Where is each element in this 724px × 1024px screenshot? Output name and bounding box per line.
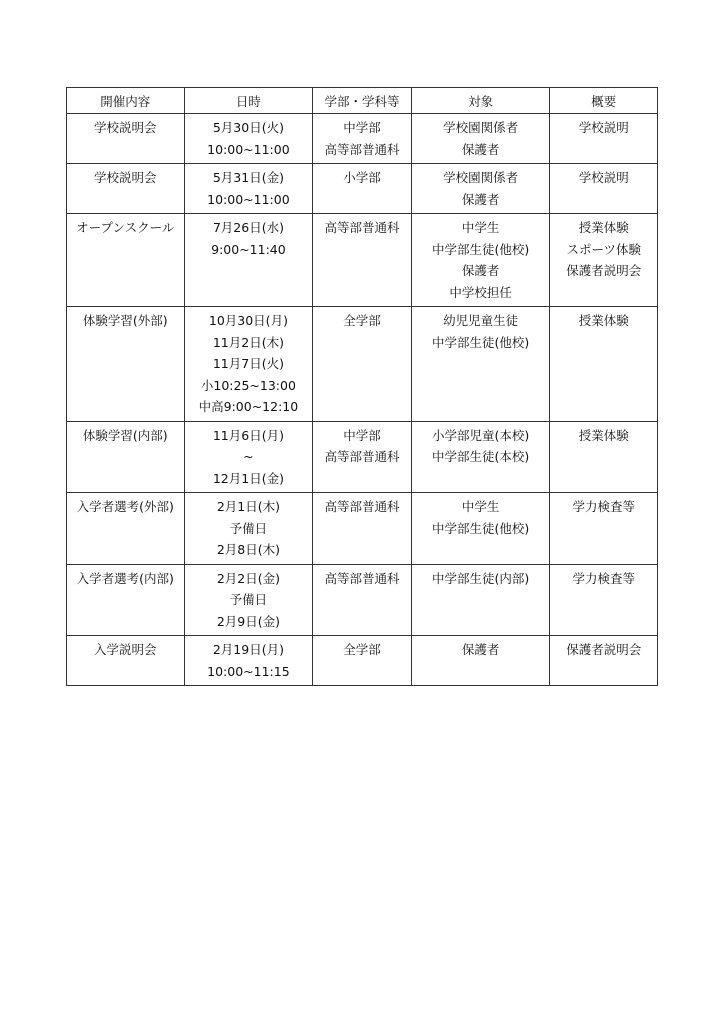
table-row bbox=[67, 493, 658, 565]
summary-cell-line: 学力検査等 bbox=[572, 499, 635, 514]
target-cell bbox=[411, 421, 550, 493]
target-cell bbox=[411, 636, 550, 686]
summary-cell-line: 学校説明 bbox=[578, 170, 629, 185]
target-cell bbox=[411, 164, 550, 214]
datetime-cell-line: 11月7日(火) bbox=[212, 356, 284, 371]
table-row bbox=[67, 307, 658, 422]
target-cell-line: 中学部生徒(他校) bbox=[431, 241, 530, 257]
department-cell bbox=[313, 421, 412, 493]
summary-cell-line: 授業体験 bbox=[578, 427, 629, 443]
target-cell-line: 中学部生徒(内部) bbox=[431, 570, 530, 586]
summary-cell bbox=[550, 164, 658, 214]
department-cell bbox=[313, 214, 412, 307]
table-row bbox=[67, 564, 658, 636]
datetime-cell-line: 予備日 bbox=[229, 592, 268, 607]
target-cell-line: 保護者 bbox=[461, 191, 500, 207]
datetime-cell-line: 10:00~11:00 bbox=[207, 191, 290, 207]
target-cell-line: 中学生 bbox=[461, 499, 500, 514]
table-row bbox=[67, 114, 658, 164]
target-cell-line: 中学生 bbox=[461, 220, 500, 235]
target-cell-line: 保護者 bbox=[461, 642, 500, 657]
datetime-cell-line: 10:00~11:15 bbox=[207, 663, 290, 679]
datetime-cell bbox=[184, 164, 313, 214]
department-cell bbox=[313, 114, 412, 164]
department-cell-line: 全学部 bbox=[343, 642, 381, 657]
summary-cell bbox=[550, 636, 658, 686]
datetime-cell-line: 2月9日(金) bbox=[216, 613, 280, 629]
datetime-cell bbox=[184, 636, 313, 686]
department-cell-line: 高等部普通科 bbox=[324, 141, 400, 157]
department-cell-line: 中学部 bbox=[343, 427, 381, 443]
table-row bbox=[67, 214, 658, 307]
summary-cell-line: 学力検査等 bbox=[572, 570, 635, 586]
target-cell-line: 幼児児童生徒 bbox=[443, 313, 519, 328]
datetime-cell-line: 12月1日(金) bbox=[212, 470, 284, 486]
target-cell bbox=[411, 114, 550, 164]
department-cell-line: 中学部 bbox=[343, 120, 381, 135]
target-cell-line: 小学部児童(本校) bbox=[431, 427, 530, 443]
datetime-cell-line: 10月30日(月) bbox=[208, 313, 288, 328]
schedule-table bbox=[66, 87, 658, 686]
datetime-cell bbox=[184, 214, 313, 307]
datetime-cell-line: 9:00~11:40 bbox=[211, 241, 286, 257]
event-cell-line: 入学者選考(外部) bbox=[76, 499, 174, 514]
datetime-cell-line: 中高9:00~12:10 bbox=[198, 399, 299, 414]
event-cell-line: 体験学習(外部) bbox=[82, 313, 168, 328]
summary-cell bbox=[550, 214, 658, 307]
target-cell-line: 中学部生徒(他校) bbox=[431, 520, 530, 536]
header-summary: 概要 bbox=[550, 88, 658, 114]
datetime-cell bbox=[184, 493, 313, 565]
datetime-cell-line: 10:00~11:00 bbox=[207, 141, 290, 157]
event-cell bbox=[67, 214, 185, 307]
event-cell-line: オープンスクール bbox=[76, 220, 175, 235]
event-cell-line: 入学説明会 bbox=[94, 642, 157, 657]
target-cell-line: 保護者 bbox=[461, 263, 500, 278]
datetime-cell-line: 11月6日(月) bbox=[212, 427, 284, 443]
summary-cell-line: スポーツ体験 bbox=[566, 241, 641, 257]
department-cell-line: 小学部 bbox=[343, 170, 381, 185]
department-cell-line: 高等部普通科 bbox=[324, 449, 400, 464]
table-row bbox=[67, 421, 658, 493]
datetime-cell bbox=[184, 114, 313, 164]
datetime-cell-line: 2月1日(木) bbox=[216, 499, 280, 514]
department-cell-line: 高等部普通科 bbox=[324, 499, 400, 514]
header-department: 学部・学科等 bbox=[313, 88, 412, 114]
datetime-cell-line: 5月31日(金) bbox=[212, 170, 284, 185]
datetime-cell bbox=[184, 564, 313, 636]
datetime-cell-line: 11月2日(木) bbox=[212, 334, 284, 350]
event-cell bbox=[67, 493, 185, 565]
department-cell bbox=[313, 564, 412, 636]
datetime-cell-line: 予備日 bbox=[229, 520, 268, 536]
datetime-cell bbox=[184, 307, 313, 422]
summary-cell bbox=[550, 307, 658, 422]
table-row bbox=[67, 164, 658, 214]
header-target: 対象 bbox=[411, 88, 550, 114]
datetime-cell-line: 7月26日(水) bbox=[212, 220, 284, 235]
target-cell-line: 中学校担任 bbox=[449, 284, 512, 300]
target-cell-line: 学校園関係者 bbox=[443, 170, 519, 185]
datetime-cell-line: 小10:25~13:00 bbox=[200, 377, 296, 393]
event-cell bbox=[67, 114, 185, 164]
datetime-cell-line: 2月19日(月) bbox=[212, 642, 284, 657]
target-cell bbox=[411, 564, 550, 636]
datetime-cell-line: ~ bbox=[243, 449, 254, 464]
event-cell-line: 学校説明会 bbox=[94, 170, 157, 185]
event-cell bbox=[67, 421, 185, 493]
department-cell bbox=[313, 164, 412, 214]
header-event: 開催内容 bbox=[67, 88, 185, 114]
target-cell-line: 中学部生徒(他校) bbox=[431, 334, 530, 350]
event-cell-line: 体験学習(内部) bbox=[82, 427, 168, 443]
target-cell-line: 学校園関係者 bbox=[443, 120, 519, 135]
department-cell bbox=[313, 636, 412, 686]
department-cell-line: 高等部普通科 bbox=[324, 570, 400, 586]
target-cell bbox=[411, 307, 550, 422]
summary-cell bbox=[550, 493, 658, 565]
summary-cell-line: 保護者説明会 bbox=[566, 642, 642, 657]
header-datetime: 日時 bbox=[184, 88, 313, 114]
datetime-cell-line: 5月30日(火) bbox=[212, 120, 284, 135]
department-cell-line: 全学部 bbox=[343, 313, 381, 328]
target-cell bbox=[411, 214, 550, 307]
table-body bbox=[67, 114, 658, 686]
department-cell bbox=[313, 493, 412, 565]
datetime-cell bbox=[184, 421, 313, 493]
department-cell bbox=[313, 307, 412, 422]
summary-cell-line: 保護者説明会 bbox=[566, 263, 642, 278]
summary-cell-line: 学校説明 bbox=[578, 120, 629, 135]
event-cell-line: 学校説明会 bbox=[94, 120, 157, 135]
summary-cell-line: 授業体験 bbox=[578, 313, 629, 328]
event-cell bbox=[67, 164, 185, 214]
summary-cell bbox=[550, 114, 658, 164]
event-cell bbox=[67, 307, 185, 422]
summary-cell bbox=[550, 564, 658, 636]
target-cell-line: 中学部生徒(本校) bbox=[431, 449, 530, 464]
table-header-row bbox=[67, 88, 658, 114]
department-cell-line: 高等部普通科 bbox=[324, 220, 400, 235]
datetime-cell-line: 2月2日(金) bbox=[216, 570, 280, 586]
table-row bbox=[67, 636, 658, 686]
event-cell bbox=[67, 564, 185, 636]
event-cell bbox=[67, 636, 185, 686]
summary-cell bbox=[550, 421, 658, 493]
target-cell bbox=[411, 493, 550, 565]
target-cell-line: 保護者 bbox=[461, 141, 500, 157]
summary-cell-line: 授業体験 bbox=[578, 220, 629, 235]
event-cell-line: 入学者選考(内部) bbox=[76, 570, 174, 586]
datetime-cell-line: 2月8日(木) bbox=[216, 542, 280, 557]
